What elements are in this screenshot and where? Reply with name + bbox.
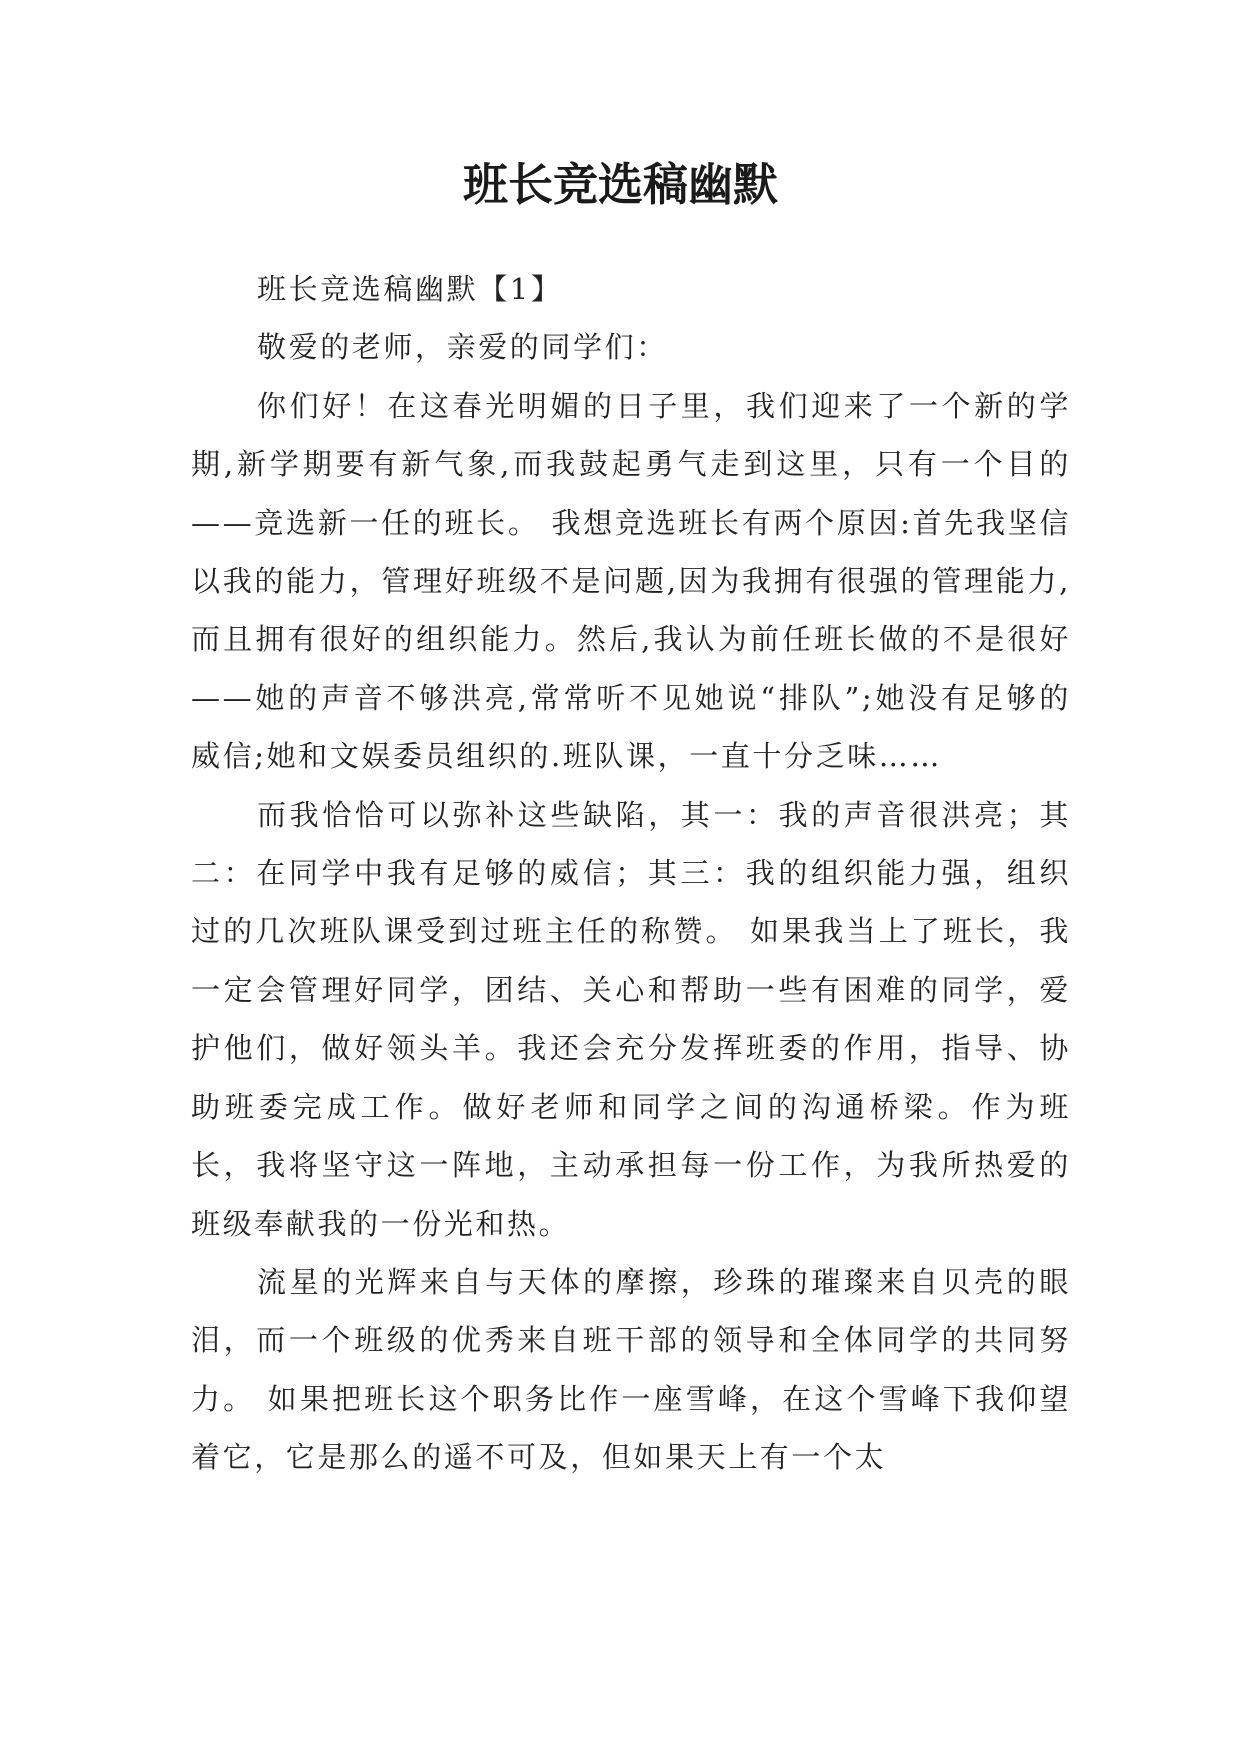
section-heading: 班长竞选稿幽默【1】: [257, 272, 563, 306]
paragraph: 流星的光辉来自与天体的摩擦，珍珠的璀璨来自贝壳的眼泪，而一个班级的优秀来自班干部的领导和全体同学的共同努力。 如果把班长这个职务比作一座雪峰，在这个雪峰下我仰望着它，它是那么的遥不可及，但如果天上有一个太: [191, 1264, 1071, 1475]
paragraph: 你们好！在这春光明媚的日子里，我们迎来了一个新的学期,新学期要有新气象,而我鼓起勇气走到这里，只有一个目的——竞选新一任的班长。 我想竞选班长有两个原因:首先我坚信以我的能力，管理好班级不是问题,因为我拥有很强的管理能力,而且拥有很好的组织能力。然后,我认为前任班长做的不是很好——她的声音不够洪亮,常常听不见她说“排队”;她没有足够的威信;她和文娱委员组织的.班队课，一直十分乏味……: [191, 388, 1071, 774]
salutation: 敬爱的老师，亲爱的同学们：: [257, 330, 668, 365]
paragraph: 而我恰恰可以弥补这些缺陷，其一：我的声音很洪亮；其二：在同学中我有足够的威信；其三：我的组织能力强，组织过的几次班队课受到过班主任的称赞。 如果我当上了班长，我一定会管理好同学，团结、关心和帮助一些有困难的同学，爱护他们，做好领头羊。我还会充分发挥班委的作用，指导、协助班委完成工作。做好老师和同学之间的沟通桥梁。作为班长，我将坚守这一阵地，主动承担每一份工作，为我所热爱的班级奉献我的一份光和热。: [191, 797, 1071, 1241]
document-body: [191, 260, 1071, 1487]
document-title: 班长竞选稿幽默: [462, 158, 778, 211]
